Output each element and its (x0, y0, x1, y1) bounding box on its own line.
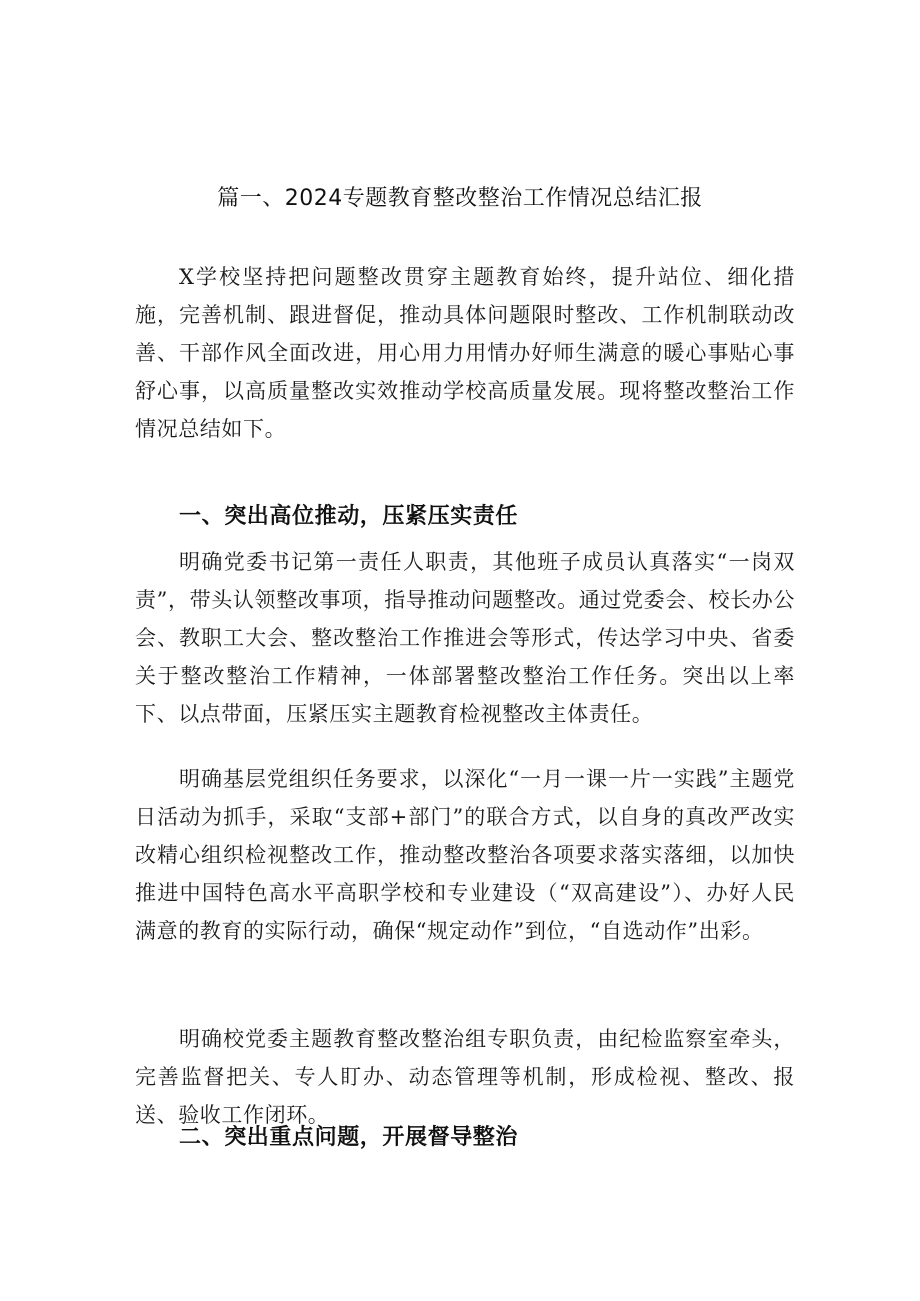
section-1-paragraph-1: 明确党委书记第一责任人职责，其他班子成员认真落实“一岗双责”，带头认领整改事项，指导推动问题整改。通过党委会、校长办公会、教职工大会、整改整治工作推进会等形式，传达学习中央、省委关于整改整治工作精神，一体部署整改整治工作任务。突出以上率下、以点带面，压紧压实主题教育检视整改主体责任。 (135, 550, 795, 726)
section-heading-1: 一、突出高位推动，压紧压实责任 (179, 504, 519, 529)
document-title: 篇一、2024专题教育整改整治工作情况总结汇报 (217, 186, 703, 211)
section-1-paragraph-3: 明确校党委主题教育整改整治组专职负责，由纪检监察室牵头，完善监督把关、专人盯办、动态管理等机制，形成检视、整改、报送、验收工作闭环。 (135, 1027, 795, 1127)
section-1-paragraph-2: 明确基层党组织任务要求，以深化“一月一课一片一实践”主题党日活动为抓手，采取“支部+部门”的联合方式，以自身的真改严改实改精心组织检视整改工作，推动整改整治各项要求落实落细，以加快推进中国特色高水平高职学校和专业建设（“双高建设”）、办好人民满意的教育的实际行动，确保“规定动作”到位，“自选动作”出彩。 (135, 767, 795, 943)
intro-paragraph: X学校坚持把问题整改贯穿主题教育始终，提升站位、细化措施，完善机制、跟进督促，推动具体问题限时整改、工作机制联动改善、干部作风全面改进，用心用力用情办好师生满意的暖心事贴心事舒心事，以高质量整改实效推动学校高质量发展。现将整改整治工作情况总结如下。 (135, 265, 795, 441)
section-heading-2: 二、突出重点问题，开展督导整治 (179, 1125, 519, 1150)
